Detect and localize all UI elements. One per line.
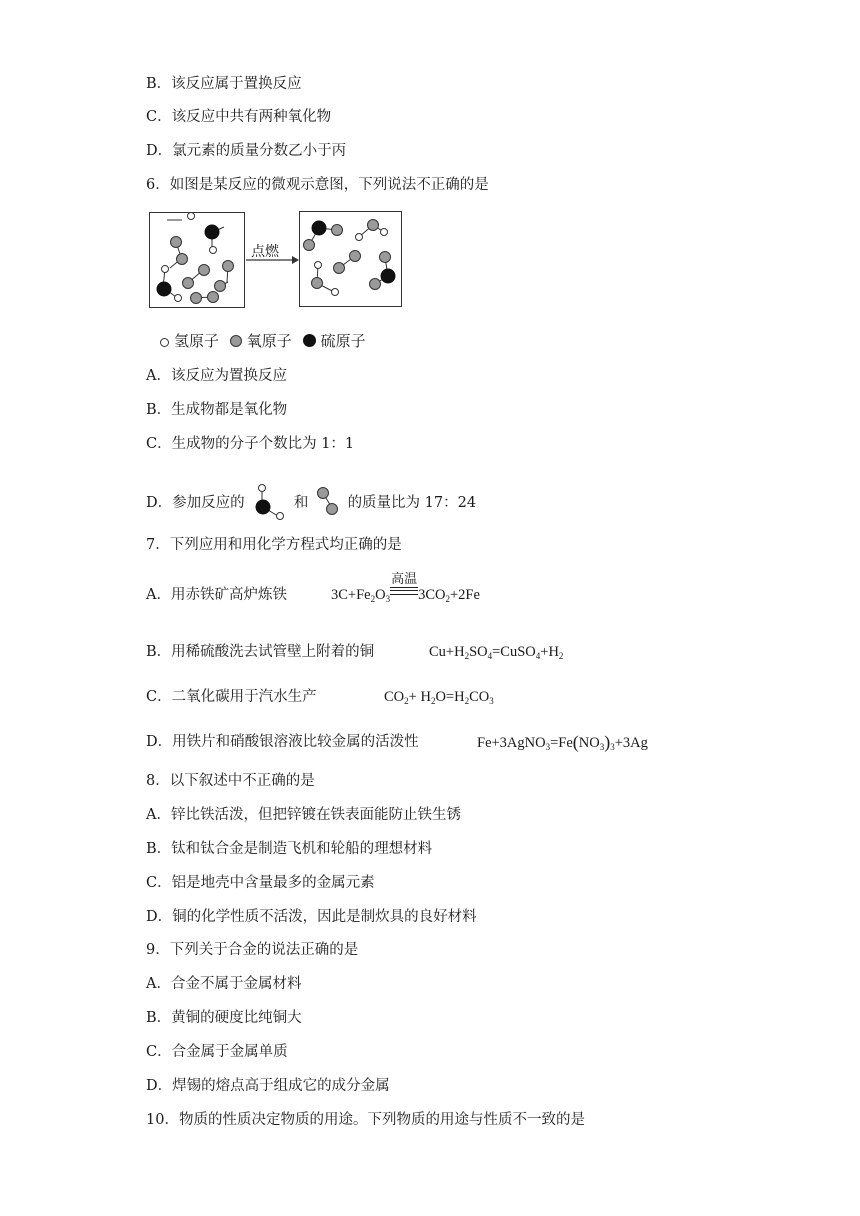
q8-option-a: A．锌比铁活泼，但把锌镀在铁表面能防止铁生锈 (146, 807, 461, 823)
hydrogen-icon (160, 338, 169, 347)
oxygen-atom (223, 261, 234, 272)
q8-stem: 8．以下叙述中不正确的是 (146, 773, 315, 789)
q9-option-b: B．黄铜的硬度比纯铜大 (146, 1010, 302, 1026)
legend-sulfur (303, 332, 366, 350)
hydrogen-atom (332, 289, 339, 296)
hydrogen-atom (188, 213, 195, 220)
q5-option-c: C．该反应中共有两种氧化物 (146, 109, 332, 125)
q8-option-d: D．铜的化学性质不活泼，因此是制炊具的良好材料 (146, 909, 477, 925)
q7-option-b-equation: $Cu+H_2SO_4=CuSO_4+H_2$ (429, 644, 564, 661)
hydrogen-atom (381, 229, 388, 236)
q7-option-a-equation: $3C+Fe_2O_3$ 高温 $3CO_2+2Fe$ (331, 572, 480, 604)
legend-oxygen-label: 氧原子 (246, 332, 292, 350)
reaction-condition-high-temp: 高温 (391, 572, 418, 587)
oxygen-atom (215, 281, 226, 292)
legend-oxygen (230, 332, 297, 350)
q9-option-c: C．合金属于金属单质 (146, 1044, 288, 1060)
hydrogen-atom (175, 295, 182, 302)
oxygen-atom (380, 252, 391, 263)
q7-option-d: D．用铁片和硝酸银溶液比较金属的活泼性 (146, 734, 419, 750)
q7-option-c: C．二氧化碳用于汽水生产 (146, 689, 317, 705)
q7-option-d-equation: $Fe+3AgNO_3=Fe(NO_3)_3+3Ag$ (477, 732, 648, 752)
oxygen-icon (230, 335, 242, 347)
legend-hydrogen-label: 氢原子 (174, 332, 220, 350)
oxygen-atom (368, 220, 379, 231)
reactants-molecules (150, 213, 244, 307)
oxygen-atom (208, 292, 219, 303)
q7-stem: 7．下列应用和用化学方程式均正确的是 (146, 537, 402, 553)
q10-stem: 10．物质的性质决定物质的用途。下列物质的用途与性质不一致的是 (146, 1112, 585, 1128)
atom-legend (160, 330, 372, 351)
q6-option-b: B．生成物都是氧化物 (146, 402, 288, 418)
sulfur-icon (303, 334, 316, 347)
q9-stem: 9．下列关于合金的说法正确的是 (146, 942, 359, 958)
sulfur-atom (381, 269, 395, 283)
hydrogen-atom (162, 266, 169, 273)
q9-option-a: A．合金不属于金属材料 (146, 976, 302, 992)
reaction-arrow-icon (244, 254, 300, 266)
q7-option-c-equation: $CO_2+ H_2O=H_2CO_3$ (384, 689, 494, 706)
q7-option-a: A．用赤铁矿高炉炼铁 (146, 587, 287, 603)
products-box (299, 211, 402, 307)
q8-option-c: C．铝是地壳中含量最多的金属元素 (146, 875, 375, 891)
q6-stem: 6．如图是某反应的微观示意图，下列说法不正确的是 (146, 177, 489, 193)
q5-option-d: D．氯元素的质量分数乙小于丙 (146, 143, 347, 159)
hydrogen-atom (356, 234, 363, 241)
oxygen-atom (199, 265, 210, 276)
q7-option-b: B．用稀硫酸洗去试管壁上附着的铜 (146, 644, 375, 660)
oxygen-atom (177, 254, 188, 265)
oxygen-atom (312, 278, 323, 289)
oxygen-atom (332, 225, 343, 236)
oxygen-atom (304, 240, 315, 251)
q6-option-a: A．该反应为置换反应 (146, 368, 287, 384)
sulfur-atom (312, 221, 326, 235)
q9-option-d: D．焊锡的熔点高于组成它的成分金属 (146, 1078, 390, 1094)
q6-option-c: C．生成物的分子个数比为 1：1 (146, 436, 355, 452)
q6-option-d (146, 483, 476, 521)
hydrogen-atom (315, 262, 322, 269)
o2-molecule-icon (315, 485, 341, 517)
sulfur-atom (157, 282, 171, 296)
q8-option-b: B．钛和钛合金是制造飞机和轮船的理想材料 (146, 841, 433, 857)
legend-hydrogen (160, 332, 224, 350)
oxygen-atom (191, 293, 202, 304)
oxygen-atom (183, 278, 194, 289)
products-molecules (300, 212, 401, 306)
legend-sulfur-label: 硫原子 (320, 332, 366, 350)
hydrogen-atom (210, 247, 217, 254)
q6-option-d-prefix: D．参加反应的 (146, 495, 245, 511)
reaction-condition: 点燃 (251, 244, 279, 260)
reactants-box (149, 212, 245, 308)
oxygen-atom (370, 279, 381, 290)
q5-option-b: B．该反应属于置换反应 (146, 76, 302, 92)
q6-option-d-and: 和 (293, 495, 309, 511)
oxygen-atom (350, 251, 361, 262)
oxygen-atom (334, 263, 345, 274)
h2s-molecule-icon (251, 483, 287, 521)
sulfur-atom (205, 225, 219, 239)
oxygen-atom (171, 237, 182, 248)
q6-option-d-suffix: 的质量比为 17：24 (347, 495, 477, 511)
